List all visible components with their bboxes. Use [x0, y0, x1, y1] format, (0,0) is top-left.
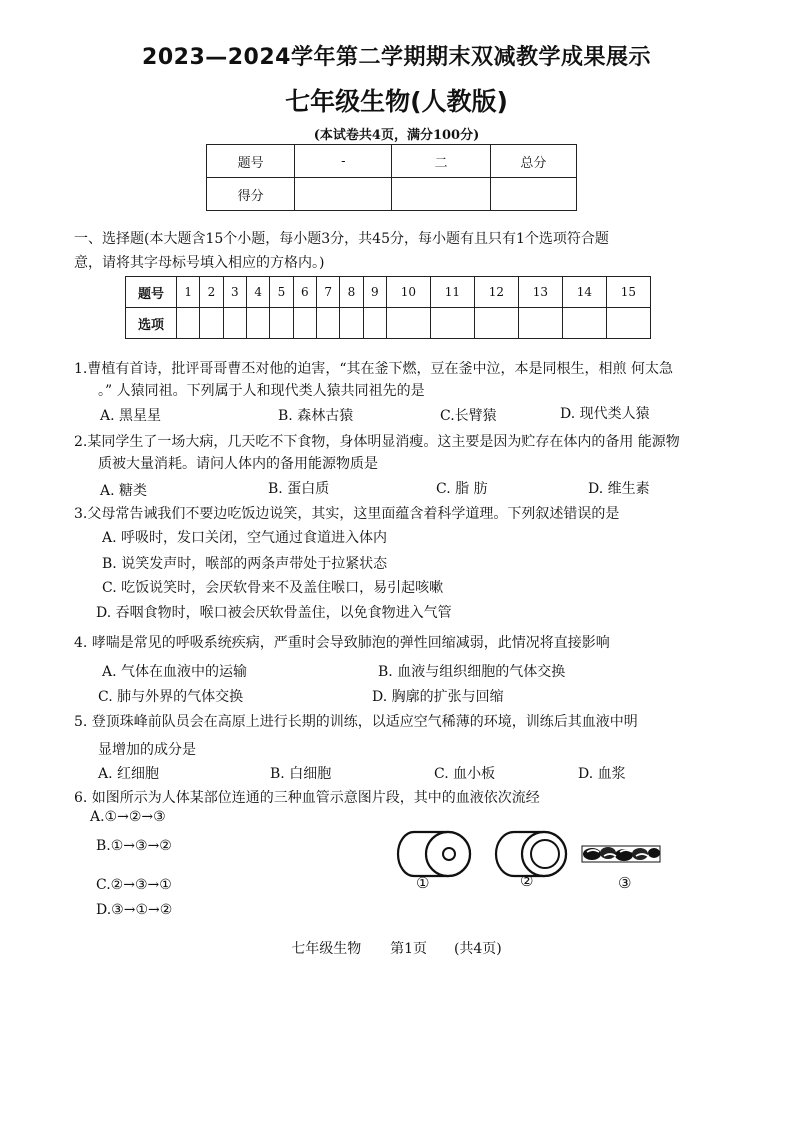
- question-2-option-b[interactable]: B. 蛋白质: [268, 481, 330, 497]
- question-2-option-c[interactable]: C. 脂 肪: [436, 481, 488, 497]
- score-table-header-row: [207, 145, 577, 178]
- answer-number-cell: 3: [223, 277, 246, 308]
- score-table: [206, 144, 577, 211]
- answer-number-cell: 5: [270, 277, 293, 308]
- answer-number-cell: 9: [363, 277, 386, 308]
- footer-total-pages: (共4页): [453, 941, 502, 957]
- question-1-option-b[interactable]: B. 森林古猿: [278, 408, 354, 424]
- question-5-line2: 显增加的成分是: [98, 742, 196, 758]
- question-3-option-a[interactable]: A. 呼吸时，发口关闭，空气通过食道进入体内: [102, 530, 388, 546]
- answer-input-cell[interactable]: [270, 308, 293, 339]
- answer-number-cell: 8: [340, 277, 363, 308]
- answer-input-cell[interactable]: [562, 308, 606, 339]
- vessel-1-label: ①: [416, 874, 430, 892]
- question-3-option-d[interactable]: D. 吞咽食物时，喉口被会厌软骨盖住，以免食物进入气管: [96, 605, 452, 621]
- question-2-option-a[interactable]: A. 糖类: [100, 483, 148, 499]
- answer-number-cell: 14: [562, 277, 606, 308]
- question-5-option-c[interactable]: C. 血小板: [434, 766, 496, 782]
- footer-subject: 七年级生物: [291, 941, 362, 957]
- question-2-line2: 质被大量消耗。请问人体内的备用能源物质是: [98, 456, 378, 472]
- answer-number-cell: 10: [386, 277, 430, 308]
- score-table-score-row: [207, 178, 577, 211]
- question-2-line1: 2.某同学生了一场大病，几天吃不下食物，身体明显消瘦。这主要是因为贮存在体内的备用 能源物: [74, 434, 680, 450]
- question-3-line1: 3.父母常告诫我们不要边吃饭边说笑，其实，这里面蕴含着科学道理。下列叙述错误的是: [74, 506, 620, 522]
- answer-input-cell[interactable]: [606, 308, 650, 339]
- score-label-cell: 得分: [207, 178, 295, 211]
- answer-number-cell: 1: [177, 277, 200, 308]
- answer-table-option-row: [126, 308, 651, 339]
- question-5-option-b[interactable]: B. 白细胞: [270, 766, 332, 782]
- question-6-option-c[interactable]: C.②→③→①: [96, 877, 172, 893]
- answer-number-cell: 2: [200, 277, 223, 308]
- answer-number-cell: 7: [316, 277, 339, 308]
- question-3-option-c[interactable]: C. 吃饭说笑时，会厌软骨来不及盖住喉口，易引起咳嗽: [102, 580, 444, 596]
- exam-note: (本试卷共4页，满分100分): [313, 128, 480, 143]
- question-6-line1: 6. 如图所示为人体某部位连通的三种血管示意图片段，其中的血液依次流经: [74, 790, 540, 806]
- section-instructions-line2: 意，请将其字母标号填入相应的方格内。): [74, 255, 325, 271]
- question-6-option-b[interactable]: B.①→③→②: [96, 838, 172, 854]
- question-1-line2: 。” 人猿同祖。下列属于人和现代类人猿共同祖先的是: [98, 383, 425, 399]
- answer-table-number-row: [126, 277, 651, 308]
- question-2-option-d[interactable]: D. 维生素: [588, 481, 650, 497]
- vessel-3-capillary: [582, 846, 660, 862]
- answer-table-header-label: 题号: [126, 277, 177, 308]
- answer-input-cell[interactable]: [177, 308, 200, 339]
- page-footer: [0, 938, 793, 958]
- question-1-option-c[interactable]: C.长臂猿: [440, 408, 497, 424]
- question-1-option-d[interactable]: D. 现代类人猿: [560, 406, 650, 422]
- vessel-2-vein: [496, 832, 566, 876]
- answer-input-cell[interactable]: [386, 308, 430, 339]
- answer-input-cell[interactable]: [430, 308, 474, 339]
- question-3-option-b[interactable]: B. 说笑发声时，喉部的两条声带处于拉紧状态: [102, 556, 388, 572]
- answer-number-cell: 15: [606, 277, 650, 308]
- answer-input-cell[interactable]: [363, 308, 386, 339]
- answer-number-cell: 4: [246, 277, 269, 308]
- score-input-cell[interactable]: [295, 178, 392, 211]
- answer-input-cell[interactable]: [293, 308, 316, 339]
- answer-table-row-label: 选项: [126, 308, 177, 339]
- exam-subtitle: 七年级生物(人教版): [285, 87, 508, 116]
- answer-input-cell[interactable]: [518, 308, 562, 339]
- score-input-cell[interactable]: [490, 178, 576, 211]
- question-4-line1: 4. 哮喘是常见的呼吸系统疾病，严重时会导致肺泡的弹性回缩减弱，此情况将直接影响: [74, 635, 610, 651]
- question-5-option-d[interactable]: D. 血浆: [578, 766, 626, 782]
- answer-input-cell[interactable]: [223, 308, 246, 339]
- answer-number-cell: 12: [474, 277, 518, 308]
- score-header-cell: 二: [392, 145, 490, 178]
- question-1-line1: 1.曹植有首诗，批评哥哥曹丕对他的迫害，“其在釜下燃，豆在釜中泣，本是同根生，相煎 何太急: [74, 361, 673, 377]
- answer-number-cell: 11: [430, 277, 474, 308]
- question-5-line1: 5. 登顶珠峰前队员会在高原上进行长期的训练，以适应空气稀薄的环境，训练后其血液中明: [74, 714, 638, 730]
- score-input-cell[interactable]: [392, 178, 490, 211]
- score-header-cell: 题号: [207, 145, 295, 178]
- answer-input-cell[interactable]: [246, 308, 269, 339]
- answer-number-cell: 13: [518, 277, 562, 308]
- answer-number-cell: 6: [293, 277, 316, 308]
- score-header-cell: -: [295, 145, 392, 178]
- vessel-3-label: ③: [618, 874, 632, 892]
- question-5-option-a[interactable]: A. 红细胞: [98, 766, 160, 782]
- question-4-option-b[interactable]: B. 血液与组织细胞的气体交换: [378, 664, 566, 680]
- question-4-option-d[interactable]: D. 胸廓的扩张与回缩: [372, 689, 504, 705]
- question-1-option-a[interactable]: A. 黑星星: [100, 408, 162, 424]
- vessel-2-label: ②: [520, 872, 534, 890]
- question-6-option-d[interactable]: D.③→①→②: [96, 902, 173, 918]
- exam-title: 2023—2024学年第二学期期末双减教学成果展示: [142, 45, 651, 70]
- answer-input-cell[interactable]: [340, 308, 363, 339]
- question-4-option-c[interactable]: C. 肺与外界的气体交换: [98, 689, 244, 705]
- vessel-1-artery: [398, 832, 470, 876]
- score-header-cell: 总分: [490, 145, 576, 178]
- question-6-option-a[interactable]: A.①→②→③: [90, 809, 166, 825]
- footer-page-number: 第1页: [390, 941, 428, 957]
- answer-table: [125, 276, 651, 339]
- question-4-option-a[interactable]: A. 气体在血液中的运输: [102, 664, 248, 680]
- section-instructions-line1: 一、选择题(本大题含15个小题，每小题3分，共45分，每小题有且只有1个选项符合题: [74, 231, 609, 247]
- answer-input-cell[interactable]: [316, 308, 339, 339]
- answer-input-cell[interactable]: [474, 308, 518, 339]
- answer-input-cell[interactable]: [200, 308, 223, 339]
